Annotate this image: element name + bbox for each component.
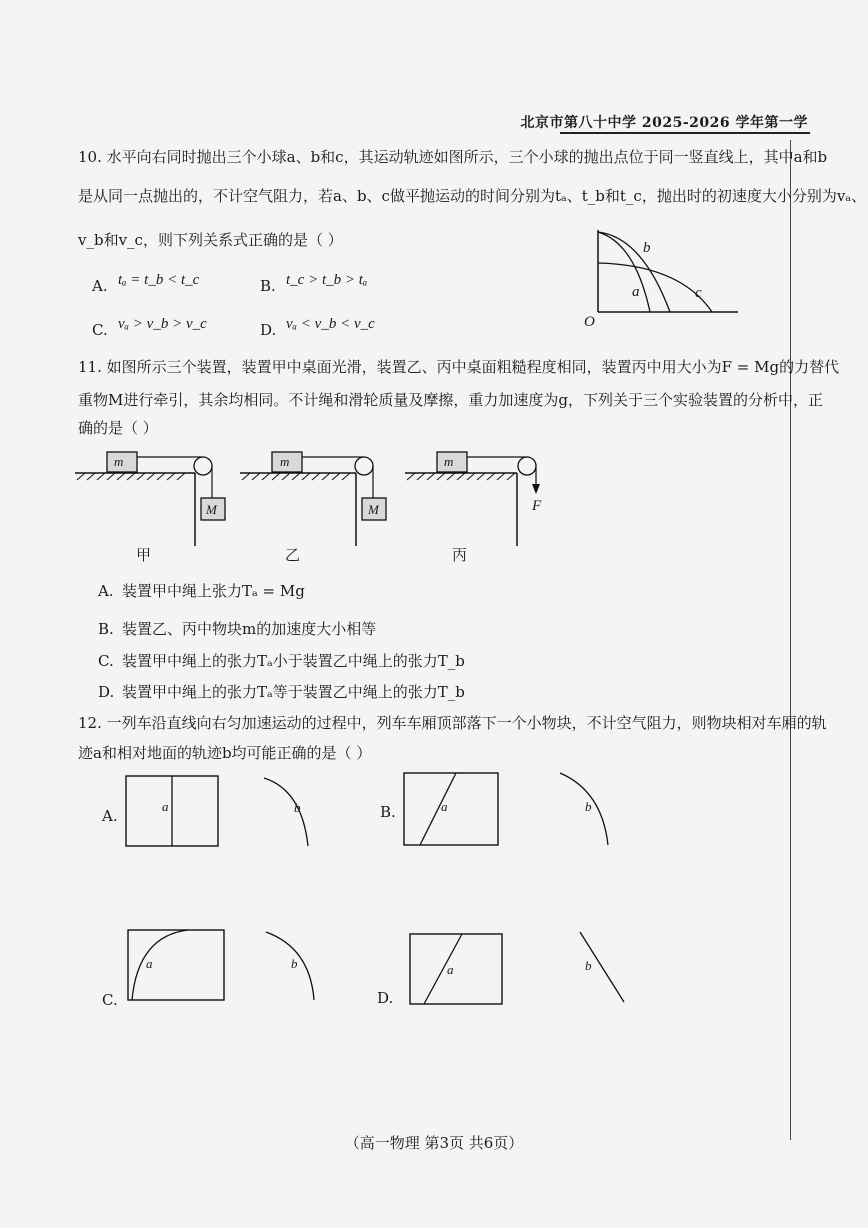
q11-line2: 重物M进行牵引，其余均相同。不计绳和滑轮质量及摩擦，重力加速度为g，下列关于三个实验装置的分析中，正 (78, 391, 823, 409)
q12-option-c-label: C. (102, 991, 118, 1009)
q11-yi-pulley (355, 457, 373, 475)
q12-b-label-a: a (441, 799, 448, 814)
q12-option-b-figure (404, 773, 614, 848)
q12-d-track-a (424, 934, 462, 1004)
q11-option-b-label: B. (98, 620, 114, 638)
q12-option-a-label: A. (102, 807, 118, 825)
q11-bing-hatch (407, 473, 515, 480)
q11-line1: 11. 如图所示三个装置，装置甲中桌面光滑，装置乙、丙中桌面粗糙程度相同，装置丙中用大小为F = Mg的力替代 (78, 358, 840, 376)
q11-yi-M-label: M (368, 502, 379, 517)
q12-c-label-a: a (146, 956, 153, 971)
page-footer: （高一物理 第3页 共6页） (344, 1134, 524, 1152)
q12-line1: 12. 一列车沿直线向右匀加速运动的过程中，列车车厢顶部落下一个小物块，不计空气阻力，则物块相对车厢的轨 (78, 714, 827, 732)
q11-caption-jia: 甲 (136, 546, 152, 564)
q12-a-track-b (264, 778, 308, 846)
q12-b-track-b (560, 773, 608, 845)
q12-c-track-a (132, 930, 188, 1000)
q10-label-a: a (632, 284, 640, 300)
q10-line3: v_b和v_c，则下列关系式正确的是（ ） (78, 231, 343, 249)
q12-c-carriage (128, 930, 224, 1000)
q11-bing-pulley (518, 457, 536, 475)
q10-option-c-label: C. (92, 321, 108, 339)
q12-b-track-a (420, 773, 456, 845)
q12-a-label-b: b (294, 800, 301, 815)
q11-bing-force-arrow (532, 484, 540, 494)
header-rule (560, 132, 810, 134)
q11-option-b-text: 装置乙、丙中物块m的加速度大小相等 (122, 620, 377, 638)
q12-c-track-b (266, 932, 314, 1000)
q11-jia-hatch (77, 473, 185, 480)
q11-device-yi (240, 448, 400, 548)
q11-caption-bing: 丙 (452, 546, 468, 564)
q11-jia-m-label: m (114, 454, 124, 469)
q11-yi-hatch (242, 473, 350, 480)
q10-label-c: c (695, 285, 702, 301)
q10-option-a-label: A. (92, 277, 108, 295)
q10-option-c-text: vₐ > v_b > v_c (118, 316, 207, 332)
q12-b-label-b: b (585, 799, 592, 814)
q11-device-jia (75, 448, 235, 548)
header-school-exam: 北京市第八十中学 2025-2026 学年第一学 (520, 115, 808, 131)
q12-line2: 迹a和相对地面的轨迹b均可能正确的是（ ） (78, 744, 372, 762)
q11-option-d-label: D. (98, 683, 115, 701)
q11-caption-yi: 乙 (285, 546, 301, 564)
q10-line1: 10. 水平向右同时抛出三个小球a、b和c，其运动轨迹如图所示，三个小球的抛出点位于同一竖直线上，其中a和b (78, 148, 828, 166)
q12-d-label-a: a (447, 962, 454, 977)
q12-c-label-b: b (291, 956, 298, 971)
q10-label-origin: O (584, 314, 595, 330)
q11-yi-m-label: m (280, 454, 290, 469)
q11-option-c-label: C. (98, 652, 114, 670)
q12-option-b-label: B. (380, 803, 396, 821)
q10-option-b-text: t_c > t_b > tₐ (286, 272, 368, 288)
q11-bing-F-label: F (532, 498, 542, 514)
q10-line2: 是从同一点抛出的，不计空气阻力，若a、b、c做平抛运动的时间分别为tₐ、t_b和t_c，抛出时的初速度大小分别为vₐ、 (78, 187, 867, 205)
q11-line3: 确的是（ ） (78, 419, 158, 437)
q11-option-c-text: 装置甲中绳上的张力Tₐ小于装置乙中绳上的张力T_b (122, 652, 465, 670)
q12-option-d-label: D. (377, 989, 394, 1007)
q11-option-a-label: A. (98, 582, 114, 600)
q10-option-b-label: B. (260, 277, 276, 295)
q11-option-a-text: 装置甲中绳上张力Tₐ = Mg (122, 582, 305, 600)
q12-d-label-b: b (585, 958, 592, 973)
q11-option-d-text: 装置甲中绳上的张力Tₐ等于装置乙中绳上的张力T_b (122, 683, 465, 701)
q12-a-label-a: a (162, 799, 169, 814)
q11-jia-pulley (194, 457, 212, 475)
q10-label-b: b (643, 240, 651, 256)
q12-option-d-figure (408, 932, 628, 1007)
q10-option-a-text: tₐ = t_b < t_c (118, 272, 200, 288)
binding-margin-line (790, 140, 791, 1140)
q11-bing-m-label: m (444, 454, 454, 469)
q10-trajectory-figure (580, 225, 750, 335)
q10-option-d-label: D. (260, 321, 277, 339)
q11-jia-M-label: M (206, 502, 217, 517)
q10-option-d-text: vₐ < v_b < v_c (286, 316, 375, 332)
